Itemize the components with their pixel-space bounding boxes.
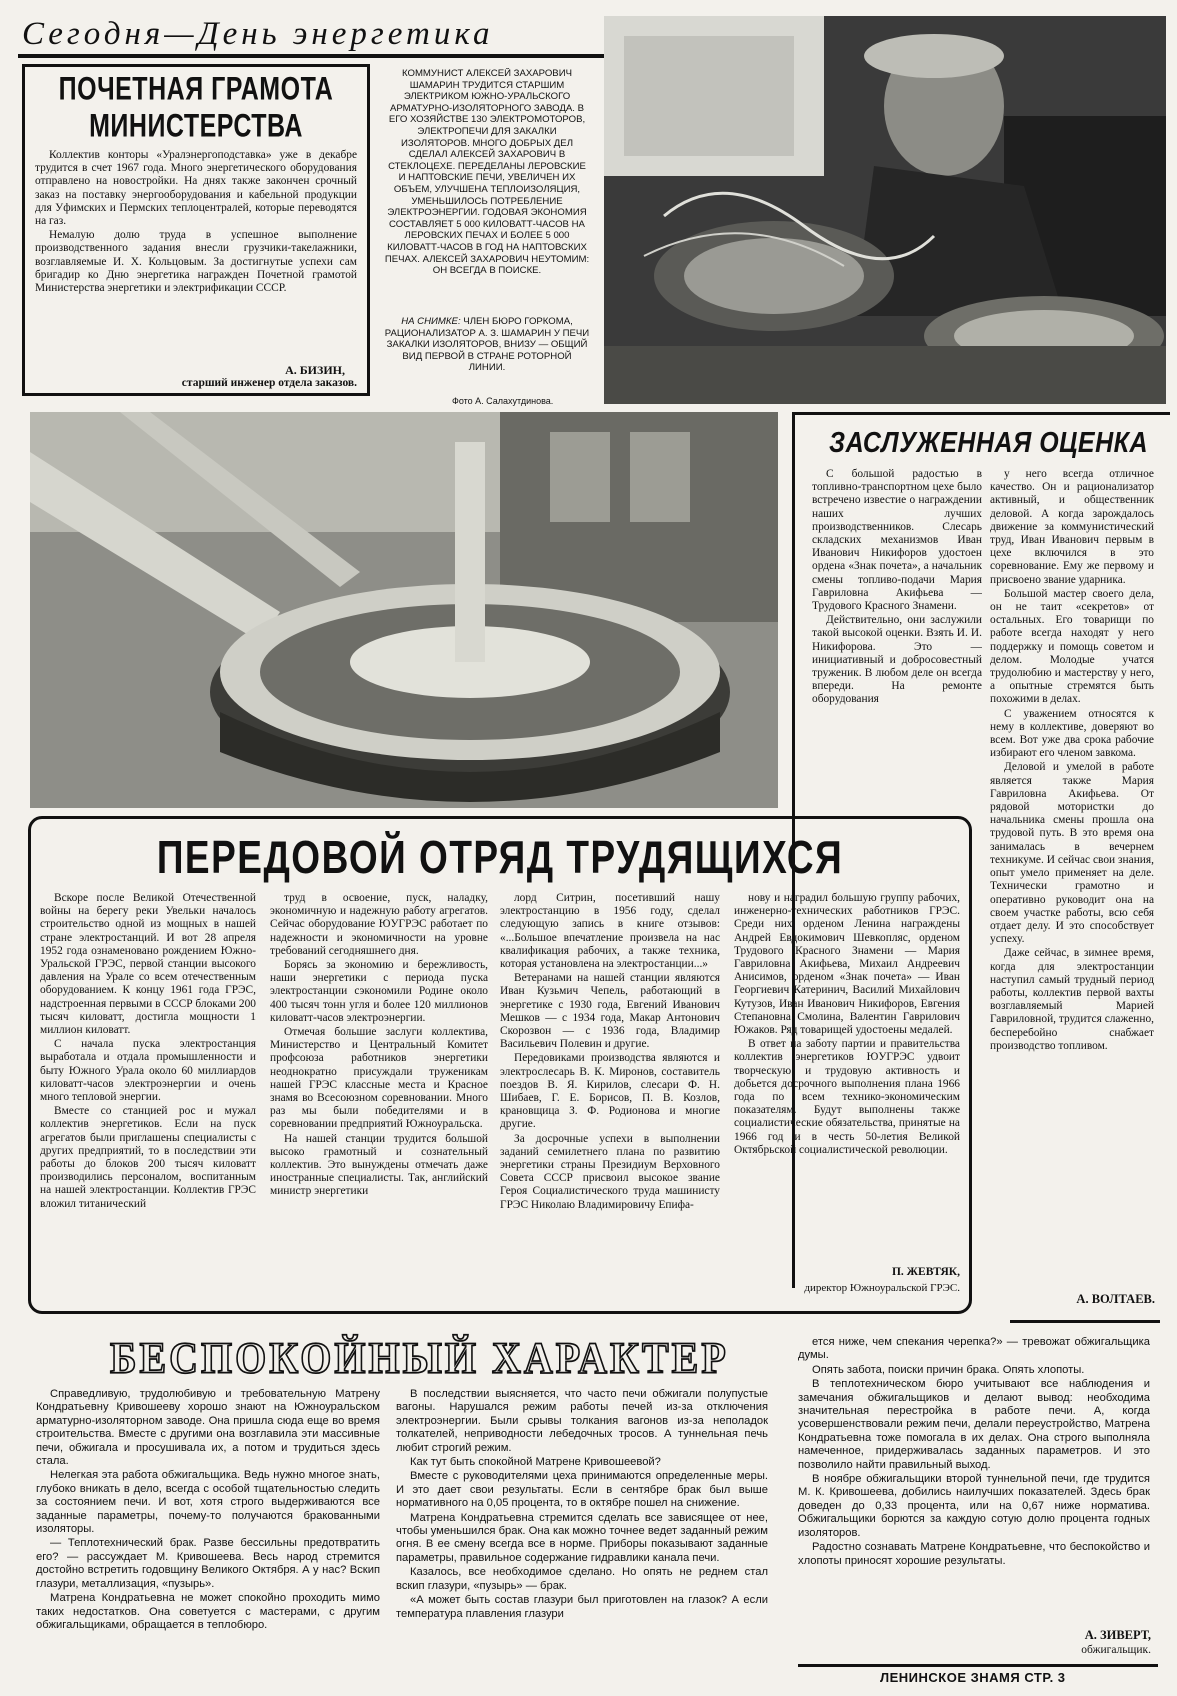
- zasluzhennaya-col1: [812, 468, 982, 808]
- shamarin-caption: [384, 316, 590, 394]
- peredovoy-author: П. ЖЕВТЯК,: [891, 1266, 960, 1278]
- peredovoy-col1: [40, 892, 256, 1306]
- banner-rule: [18, 54, 610, 58]
- peredovoy-col3: [500, 892, 720, 1306]
- zasluzhennaya-c2-p2: Большой мастер своего дела, он не таит «секретов» от остальных. Его товарищи по работе всегда находят у него поддержку и помощь советом и делом. Молодые учатся трудолюбию и мастерству у него, а опытные стремятся быть похожими в делах.: [990, 587, 1154, 706]
- peredovoy-c3-p4: За досрочные успехи в выполнении заданий семилетнего плана по развитию энергетики страны Президиум Верховного Совета СССР присвоил высокое звание Героя Социалистического труда машинисту ГРЭС Николаю Владимировичу Епифа-: [500, 1132, 720, 1211]
- zasluzhennaya-bottom-rule: [1010, 1320, 1160, 1323]
- gramota-author: А. БИЗИН,: [285, 363, 345, 377]
- bespokoyny-c2-p2: Как тут быть спокойной Матрене Кривошеевой?: [410, 1456, 661, 1469]
- peredovoy-c2-p3: Отмечая большие заслуги коллектива, Министерство и Центральный Комитет профсоюза работников энергетики неоднократно присуждали труженикам нашей ГРЭС классные места и Красное знамя во Всесоюзном соревновании. Много раз мы были победителями и в соревновании предприятий Южноуральска.: [270, 1026, 488, 1131]
- photo-worker-furnace: [604, 16, 1166, 404]
- peredovoy-c4-p1: нову и наградил большую группу рабочих, инженерно-технических работников ГРЭС. Среди них орденом Ленина награждены Андрей Евдокимович Шевкопляс, орденом Трудового Красного Знамени — Мария Гавриловна Акифьева, Михаил Андреевич Анисимов, орденом «Знак почета» — Иван Георгиевич Катеринич, Василий Михайлович Кутузов, Иван Иванович Никифоров, Евгения Степановна Смолина, Валентин Гаврилович Южаков. Ряд товарищей удостоены медалей.: [734, 892, 960, 1037]
- photo-credit: Фото А. Салахутдинова.: [452, 396, 554, 406]
- peredovoy-title: ПЕРЕДОВОЙ ОТРЯД ТРУДЯЩИХСЯ: [156, 831, 844, 883]
- shamarin-body: КОММУНИСТ АЛЕКСЕЙ ЗАХАРОВИЧ ШАМАРИН ТРУДИТСЯ СТАРШИМ ЭЛЕКТРИКОМ ЮЖНО-УРАЛЬСКОГО АРМАТУРНО-ИЗОЛЯТОРНОГО ЗАВОДА. В ЕГО ХОЗЯЙСТВЕ 130 ЭЛЕКТРОМОТОРОВ, ЭЛЕКТРОПЕЧИ ДЛЯ ЗАКАЛКИ ИЗОЛЯТОРОВ. МНОГО ДОБРЫХ ДЕЛ СДЕЛАЛ АЛЕКСЕЙ ЗАХАРОВИЧ В СТЕКЛОЦЕХЕ. ПЕРЕДЕЛАНЫ ЛЕРОВСКИЕ И НАПТОВСКИЕ ПЕЧИ, УВЕЛИЧЕН ИХ ОБЪЕМ, УЛУЧШЕНА ТЕПЛОИЗОЛЯЦИЯ, УМЕНЬШИЛОСЬ ПОТРЕБЛЕНИЕ ЭЛЕКТРОЭНЕРГИИ. ГОДОВАЯ ЭКОНОМИЯ СОСТАВЛЯЕТ 5 000 КИЛОВАТТ-ЧАСОВ НА ЛЕРОВСКИХ ПЕЧАХ И БОЛЕЕ 5 000 КИЛОВАТТ-ЧАСОВ В ГОД НА НАПТОВСКИХ ПЕЧАХ. АЛЕКСЕЙ ЗАХАРОВИЧ НЕУТОМИМ: ОН ВСЕГДА В ПОИСКЕ.: [384, 68, 590, 277]
- bespokoyny-author-role: обжигальщик.: [1081, 1644, 1151, 1656]
- zasluzhennaya-c2-p4: Деловой и умелой в работе является также Мария Гавриловна Акифьева. От рядовой мотористки до начальника смены прошла она трудовой путь. В это время она занималась в вечернем техникуме. И сейчас свои знания, опыт умело применяет на деле. Технически грамотно и оперативно руководит она на своем участке работы, всю себя отдает делу. И это способствует успеху.: [990, 761, 1154, 946]
- gramota-author-role: старший инженер отдела заказов.: [181, 377, 357, 389]
- bespokoyny-c1-p4: Матрена Кондратьевна не может спокойно проходить мимо таких недостатков. Она советуется с мастерами, с другим обжигальщиками, обращается в теплобюро.: [36, 1592, 380, 1631]
- peredovoy-c1-p2: С начала пуска электростанция выработала и отдала промышленности и быту Южного Урала около 60 миллиардов киловатт-часов электроэнергии и очень много тепловой энергии.: [40, 1038, 256, 1104]
- peredovoy-c4-p2: В ответ на заботу партии и правительства коллектив энергетиков ЮУГРЭС удвоит творческую и трудовую активность и добьется досрочного выполнения плана 1966 года по всем технико-экономическим показателям. Будут выполнены также социалистические обязательства, принятые на 1966 год и в честь 50-летия Великой Октябрьской социалистической революции.: [734, 1038, 960, 1156]
- bespokoyny-c3-p2: Опять забота, поиски причин брака. Опять хлопоты.: [812, 1363, 1085, 1376]
- bespokoyny-c2-p4: Матрена Кондратьевна стремится сделать все зависящее от нее, чтобы уменьшился брак. Она как можно точнее ведет заданный режим огня. В ее смену всегда все в норме. Приборы показывают заданные параметры, правильное содержание гидравлики канала печи.: [396, 1511, 768, 1564]
- bespokoyny-c2-p3: Вместе с руководителями цеха принимаются определенные меры. И это дает свои результаты. Если в сентябре брак был выше нормативного на 0,05 процента, то в октябре пошел на снижение.: [396, 1470, 768, 1510]
- zasluzhennaya-author: А. ВОЛТАЕВ.: [1076, 1292, 1155, 1306]
- shamarin-text: [384, 68, 590, 312]
- peredovoy-c3-p3: Передовиками производства являются и электрослесарь В. К. Миронов, составитель поездов В. Я. Кирилов, слесари Ф. Н. Шибаев, Г. Е. Борисов, П. В. Козлов, крановщица З. Ф. Родионова и многие другие.: [500, 1052, 720, 1131]
- shamarin-caption-text: ЧЛЕН БЮРО ГОРКОМА, РАЦИОНАЛИЗАТОР А. З. ШАМАРИН У ПЕЧИ ЗАКАЛКИ ИЗОЛЯТОРОВ, ВНИЗУ — ОБЩИЙ ВИД ПЕРВОЙ В СТРАНЕ РОТОРНОЙ ЛИНИИ.: [384, 316, 590, 374]
- gramota-p2: Немалую долю труда в успешное выполнение производственного задания внесли грузчики-такелажники, возглавляемые И. Х. Кольцовым. За достигнутые успехи сам бригадир ко Дню энергетика награжден Почетной грамотой Министерства энергетики и электрификации СССР.: [35, 229, 357, 295]
- bespokoyny-col3: [798, 1336, 1150, 1622]
- peredovoy-col4: [734, 892, 960, 1260]
- peredovoy-c2-p1: труд в освоение, пуск, наладку, экономичную и надежную работу агрегатов. Сейчас оборудование ЮУГРЭС работает по надежности и экономичности на уровне требований сегодняшнего дня.: [270, 892, 488, 957]
- peredovoy-c3-p2: Ветеранами на нашей станции являются Иван Кузьмич Чепель, работающий в энергетике с 1930 года, Евгений Иванович Мешков — с 1934 года, Макар Антонович Скорозвон — с 1936 года, Владимир Васильевич Полевин и другие.: [500, 972, 720, 1051]
- photo-rotary-line-art: [30, 412, 778, 808]
- peredovoy-c2-p4: На нашей станции трудится большой высоко грамотный и сознательный коллектив. Это вынуждены отмечать даже иностранные специалисты. Так, английский министр энергетики: [270, 1132, 488, 1198]
- zasluzhennaya-c1-p1: С большой радостью в топливно-транспортном цехе было встречено известие о награждении наших лучших производственников. Слесарь складских механизмов Иван Иванович Никифоров удостоен ордена «Знак почета», а начальник смены топливо-подачи Мария Гавриловна Акифьева — Трудового Красного Знамени.: [812, 468, 982, 613]
- footer-rule: [798, 1664, 1158, 1667]
- zasluzhennaya-c2-p3: С уважением относятся к нему в коллективе, доверяют во всем. Вот уже два срока рабочие избирают его членом завкома.: [990, 707, 1154, 760]
- bespokoyny-col1: [36, 1388, 380, 1688]
- photo-rotary-line: [30, 412, 778, 808]
- peredovoy-col2: [270, 892, 488, 1306]
- zasluzhennaya-c1-p2: Действительно, они заслужили такой высокой оценки. Взять И. И. Никифорова. Это — инициативный и добросовестный труженик. В любом деле он всегда впереди. На ремонте оборудования: [812, 614, 982, 706]
- peredovoy-c2-p2: Борясь за экономию и бережливость, наши энергетики с периода пуска электростанции сэкономили Родине около 400 тысяч тонн угля и более 120 миллионов киловатт-часов электроэнергии.: [270, 959, 488, 1024]
- bespokoyny-c3-p4: В ноябре обжигальщики второй туннельной печи, где трудится М. К. Кривошеева, добились наилучших показателей. Здесь брак доведен до 0,33 процента, или на 0,67 ниже норматива. Обжигальщики борются за каждую сотую долю процента годных изоляторов.: [798, 1473, 1150, 1539]
- peredovoy-c1-p3: Вместе со станцией рос и мужал коллектив энергетиков. Если на пуск агрегатов были приглашены специалисты с других предприятий, то в последствии эти работы до блоков 200 тысяч киловатт производились персоналом, воспитанным на нашей электростанции. Коллектив ГРЭС вложил титанический: [40, 1105, 256, 1210]
- zasluzhennaya-c2-p1: у него всегда отличное качество. Он и рационализатор активный, и общественник деловой. А когда зарождалось движение за коммунистический труд, Иван Иванович первым в цехе включился в это соревнование. Ему же первому и присвоено звание ударника.: [990, 468, 1154, 586]
- gramota-title-2: МИНИСТЕРСТВА: [89, 107, 303, 145]
- bespokoyny-title: БЕСПОКОЙНЫЙ ХАРАКТЕР: [110, 1332, 729, 1383]
- bespokoyny-c1-p2: Нелегкая эта работа обжигальщика. Ведь нужно многое знать, глубоко вникать в дело, всегда с особой тщательностью следить за состоянием печи. И вот, хотя строго выдерживаются все заданные параметры, почему-то получаются бракованными изоляторы.: [36, 1469, 380, 1536]
- shamarin-caption-lead: НА СНИМКЕ:: [401, 316, 461, 327]
- zasluzhennaya-c2-p5: Даже сейчас, в зимнее время, когда для электростанции наступил самый трудный период работы, коллектив первой вахты возглавляемый Марией Гавриловной, трудится слаженно, бесперебойно снабжает производство топливом.: [990, 947, 1154, 1052]
- gramota-p1: Коллектив конторы «Уралэнергоподставка» уже в декабре трудится в счет 1967 года. Много энергетического оборудования отправлено на новостройки. На днях также закончен срочный заказ на поставку энергооборудования и кабельной продукции для Уфимских и Пермских теплоцентралей, которые переводятся на газ.: [35, 149, 357, 228]
- bespokoyny-c1-p3: — Теплотехнический брак. Разве бессильны предотвратить его? — рассуждает М. Кривошеева. Весь народ стремится достойно встретить годовщину Великого Октября. А у нас? Вскип глазури, металлизация, «пузырь».: [36, 1537, 380, 1590]
- bespokoyny-c1-p1: Справедливую, трудолюбивую и требовательную Матрену Кондратьевну Кривошееву хорошо знают на Южноуральском арматурно-изоляторном заводе. Она пришла сюда еще во время строительства. Вместе с другими она возглавила эти массивные печи, обжигала и просушивала их, а потом и трудиться здесь стала.: [36, 1388, 380, 1468]
- bespokoyny-c3-p5: Радостно сознавать Матрене Кондратьевне, что беспокойство и хлопоты приносят хорошие результаты.: [798, 1541, 1150, 1567]
- peredovoy-c3-p1: лорд Ситрин, посетивший нашу электростанцию в 1956 году, сделал следующую запись в книге отзывов: «...Большое впечатление произвела на нас квалификация рабочих, а также техника, которая установлена на электростанции...»: [500, 892, 720, 971]
- zasluzhennaya-col2: [990, 468, 1154, 1288]
- banner-title: Сегодня—День энергетика: [22, 16, 494, 52]
- gramota-text: [35, 149, 357, 349]
- bespokoyny-c2-p5: Казалось, все необходимое сделано. Но опять не реднем стал вскип глазури, «пузырь» — брак.: [396, 1566, 768, 1592]
- footer-page-label: ЛЕНИНСКОЕ ЗНАМЯ СТР. 3: [880, 1670, 1066, 1685]
- photo-worker-furnace-art: [604, 16, 1166, 404]
- bespokoyny-col2: [396, 1388, 768, 1688]
- bespokoyny-c3-p1: ется ниже, чем спекания черепка?» — тревожат обжигальщика думы.: [798, 1336, 1150, 1362]
- peredovoy-author-role: директор Южноуральской ГРЭС.: [804, 1282, 960, 1294]
- bespokoyny-author: А. ЗИВЕРТ,: [1084, 1628, 1151, 1642]
- gramota-box: [22, 64, 370, 396]
- bespokoyny-c2-p1: В последствии выясняется, что часто печи обжигали полупустые вагоны. Нарушался режим работы печей из-за отключения электроэнергии. Были срывы толкания вагонов из-за неполадок толкателей, неприводности лебедочных тросов. А туннельная печь любит строгий режим.: [396, 1388, 768, 1454]
- gramota-title-1: ПОЧЕТНАЯ ГРАМОТА: [58, 70, 334, 108]
- bespokoyny-c2-p6: «А может быть состав глазури был приготовлен на глазок? А если температура плавления глазури: [396, 1594, 768, 1620]
- zasluzhennaya-title: ЗАСЛУЖЕННАЯ ОЦЕНКА: [829, 426, 1149, 460]
- peredovoy-c1-p1: Вскоре после Великой Отечественной войны на берегу реки Увельки началось строительство одной из мощных в нашей стране электростанций. И вот 28 апреля 1952 года ознаменовано рождением Южно-Уральской ГРЭС, первой станции высокого давления на Урале со всем отечественным оборудованием. К концу 1961 года ГРЭС, надстроенная первыми в СССР блоками 200 тысяч киловатт, достигла мощности 1 миллион киловатт.: [40, 892, 256, 1037]
- bespokoyny-c3-p3: В теплотехническом бюро учитывают все наблюдения и замечания обжигальщиков и делают вывод: необходима значительная перестройка в работе печи. А, когда усовершенствовали режим печи, делали переустройство, Матрена Кондратьевна тоже помогала в их делах. Она строго выполняла намеченное, придерживалась заданных параметров. И это позволило найти правильный выход.: [798, 1378, 1150, 1471]
